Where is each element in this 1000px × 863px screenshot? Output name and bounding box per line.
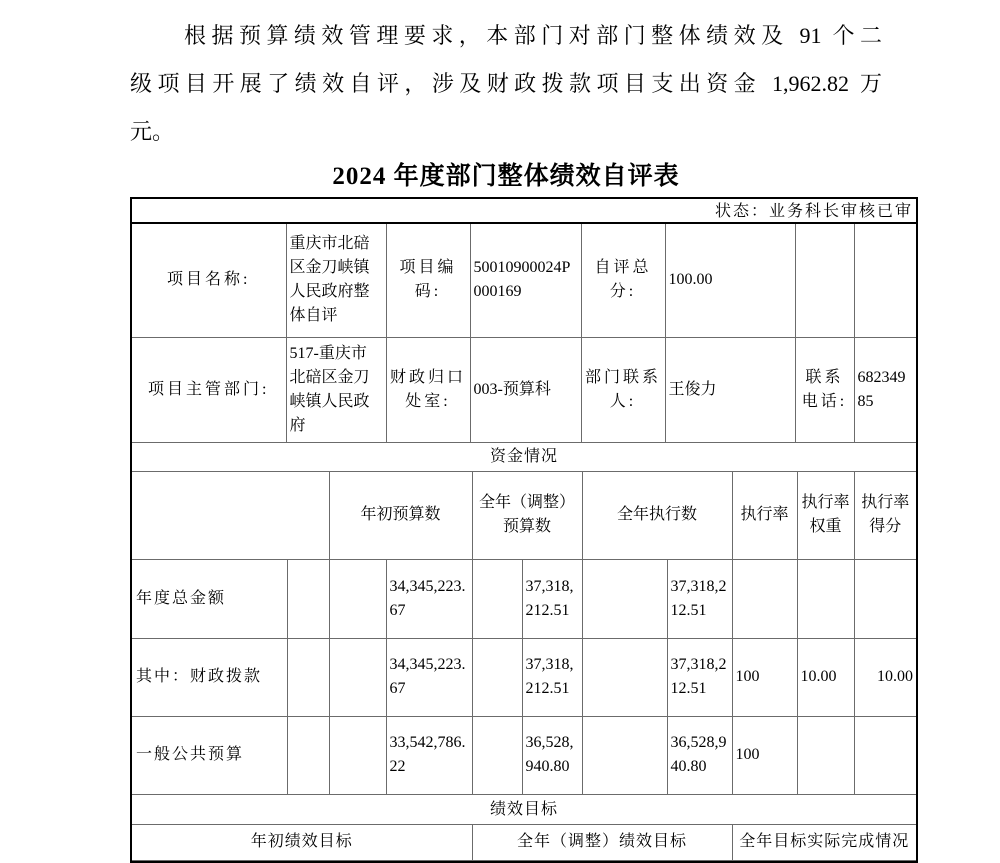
empty-cell: [287, 716, 329, 794]
table-row: [132, 638, 916, 716]
rate-header: 执行率: [732, 471, 797, 559]
rate-weight-value: [797, 716, 854, 794]
table-row: [132, 337, 916, 442]
empty-cell: [472, 638, 522, 716]
row-label: 一般公共预算: [132, 716, 287, 794]
empty-cell: [582, 559, 667, 638]
intro-line-2: 级项目开展了绩效自评，涉及财政拨款项目支出资金 1,962.82 万: [130, 71, 882, 96]
adjusted-budget-header: 全年（调整）预算数: [472, 471, 582, 559]
empty-cell: [582, 638, 667, 716]
empty-cell: [287, 559, 329, 638]
empty-cell: [329, 559, 386, 638]
adjusted-goals-header: 全年（调整）绩效目标: [472, 824, 732, 860]
office-label: 财政归口处室:: [386, 337, 470, 442]
intro-line-1: 根据预算绩效管理要求，本部门对部门整体绩效及 91 个二: [184, 23, 882, 48]
table-row: [132, 224, 916, 337]
project-code-value: 50010900024P000169: [470, 224, 581, 337]
empty-cell: [854, 224, 916, 337]
initial-goals-header: 年初绩效目标: [132, 824, 472, 860]
self-evaluation-table: [130, 197, 918, 863]
rate-score-value: [854, 559, 916, 638]
table-row: [132, 716, 916, 794]
intro-paragraph: [130, 0, 882, 156]
empty-cell: [472, 559, 522, 638]
empty-cell: [287, 638, 329, 716]
rate-weight-header: 执行率权重: [797, 471, 854, 559]
initial-budget-header: 年初预算数: [329, 471, 472, 559]
empty-cell: [582, 716, 667, 794]
funding-table: [132, 471, 916, 795]
executed-value: 37,318,212.51: [667, 559, 732, 638]
page-title: 2024 年度部门整体绩效自评表: [332, 163, 680, 190]
rate-score-header: 执行率得分: [854, 471, 916, 559]
goals-section-title: 绩效目标: [489, 800, 558, 818]
info-table: [132, 224, 916, 443]
executed-value: 37,318,212.51: [667, 638, 732, 716]
initial-budget-value: 34,345,223.67: [386, 638, 472, 716]
row-label: 其中：财政拨款: [132, 638, 287, 716]
rate-weight-value: [797, 559, 854, 638]
rate-value: 100: [732, 716, 797, 794]
rate-value: 100: [732, 638, 797, 716]
empty-cell: [329, 638, 386, 716]
office-value: 003-预算科: [470, 337, 581, 442]
funding-header-row: [132, 471, 916, 559]
table-row: [132, 559, 916, 638]
adjusted-budget-value: 37,318,212.51: [522, 559, 582, 638]
phone-value: 68234985: [854, 337, 916, 442]
adjusted-budget-value: 37,318,212.51: [522, 638, 582, 716]
project-name-value: 重庆市北碚区金刀峡镇人民政府整体自评: [286, 224, 386, 337]
dept-value: 517-重庆市北碚区金刀峡镇人民政府: [286, 337, 386, 442]
executed-header: 全年执行数: [582, 471, 732, 559]
rate-weight-value: 10.00: [797, 638, 854, 716]
initial-budget-value: 33,542,786.22: [386, 716, 472, 794]
project-code-label: 项目编码:: [386, 224, 470, 337]
actual-completion-header: 全年目标实际完成情况: [732, 824, 916, 860]
rate-score-value: [854, 716, 916, 794]
self-score-label: 自评总分:: [581, 224, 665, 337]
rate-value: [732, 559, 797, 638]
phone-label: 联系电话:: [795, 337, 854, 442]
empty-cell: [795, 224, 854, 337]
self-score-value: 100.00: [665, 224, 795, 337]
executed-value: 36,528,940.80: [667, 716, 732, 794]
intro-line-3: 元。: [130, 119, 175, 144]
empty-cell: [472, 716, 522, 794]
project-name-label: 项目名称:: [132, 224, 286, 337]
document-page: [130, 0, 914, 863]
status-text: 状态：业务科长审核已审: [132, 199, 916, 224]
initial-budget-value: 34,345,223.67: [386, 559, 472, 638]
adjusted-budget-value: 36,528,940.80: [522, 716, 582, 794]
contact-label: 部门联系人:: [581, 337, 665, 442]
dept-label: 项目主管部门:: [132, 337, 286, 442]
row-label: 年度总金额: [132, 559, 287, 638]
funding-section-title: 资金情况: [489, 447, 558, 465]
empty-header-cell: [132, 471, 329, 559]
empty-cell: [329, 716, 386, 794]
contact-value: 王俊力: [665, 337, 795, 442]
rate-score-value: 10.00: [854, 638, 916, 716]
